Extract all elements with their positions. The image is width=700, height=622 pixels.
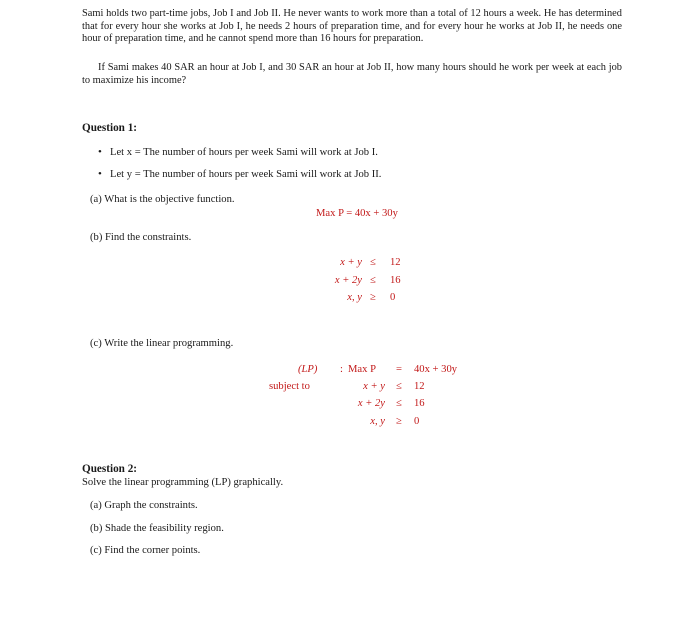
lp-colon: : [340, 364, 343, 375]
bullet-y-definition [98, 168, 381, 180]
question-2-text: Solve the linear programming (LP) graphically. [82, 477, 284, 488]
constraint-3-rhs: 0 [390, 292, 396, 303]
constraint-3-lhs: x, y [347, 292, 362, 303]
q1-part-b: (b) Find the constraints. [90, 232, 192, 243]
q1-part-a: (a) What is the objective function. [90, 194, 235, 205]
constraint-1-rel: ≤ [370, 257, 376, 268]
intro-paragraph-2: If Sami makes 40 SAR an hour at Job I, and 30 SAR an hour at Job II, how many hours should he work per week at each job to maximize his income? [82, 62, 622, 86]
lp-row-3-rel: ≥ [396, 416, 402, 427]
lp-equals: = [396, 364, 402, 375]
question-1-title: Question 1: [82, 122, 138, 134]
lp-row-2-rhs: 16 [414, 398, 425, 409]
lp-subject-to: subject to [269, 381, 310, 392]
q1-part-c: (c) Write the linear programming. [90, 338, 234, 349]
lp-row-1-rel: ≤ [396, 381, 402, 392]
lp-row-1-rhs: 12 [414, 381, 425, 392]
bullet-y-text: Let y = The number of hours per week Sami will work at Job II. [110, 169, 382, 180]
lp-max-label: Max P [348, 364, 376, 375]
q2-part-c: (c) Find the corner points. [90, 545, 201, 556]
constraint-2-rhs: 16 [390, 275, 401, 286]
lp-row-2-rel: ≤ [396, 398, 402, 409]
q2-part-a: (a) Graph the constraints. [90, 500, 198, 511]
constraint-1-lhs: x + y [340, 257, 362, 268]
bullet-icon: • [98, 168, 102, 180]
intro-paragraph-1: Sami holds two part-time jobs, Job I and Job II. He never wants to work more than a total of 12 hours a week. He has determined that for every hour she works at Job I, he needs 2 hours of preparation time, and for every hour he works at Job II, he needs one hour of preparation time, and he cannot spend more than 16 hours for preparation. [82, 8, 622, 45]
constraint-2-rel: ≤ [370, 275, 376, 286]
lp-row-3-lhs: x, y [370, 416, 385, 427]
lp-name: (LP) [298, 364, 318, 375]
lp-row-2-lhs: x + 2y [357, 398, 385, 409]
question-2-title: Question 2: [82, 463, 138, 475]
objective-function: Max P = 40x + 30y [316, 208, 398, 219]
lp-row-3-rhs: 0 [414, 416, 420, 427]
constraint-2-lhs: x + 2y [334, 275, 362, 286]
constraint-3-rel: ≥ [370, 292, 376, 303]
lp-row-1-lhs: x + y [363, 381, 385, 392]
bullet-x-text: Let x = The number of hours per week Sami will work at Job I. [110, 147, 378, 158]
bullet-icon: • [98, 146, 102, 158]
constraint-1-rhs: 12 [390, 257, 401, 268]
q2-part-b: (b) Shade the feasibility region. [90, 523, 224, 534]
bullet-x-definition [98, 146, 378, 158]
lp-objective: 40x + 30y [414, 364, 458, 375]
